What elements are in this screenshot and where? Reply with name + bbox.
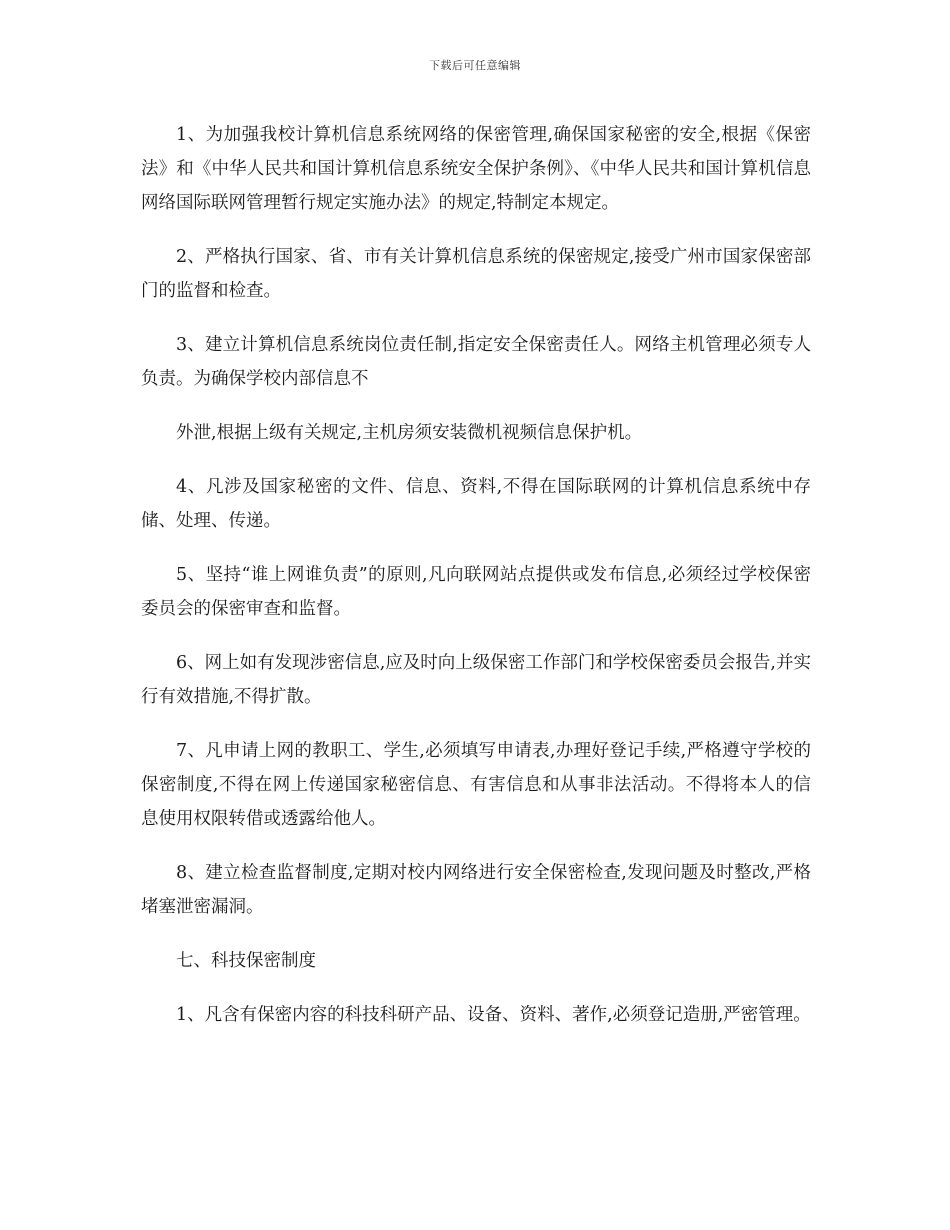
- page-header: 下载后可任意编辑: [429, 59, 521, 72]
- paragraph-8: 8、建立检查监督制度,定期对校内网络进行安全保密检查,发现问题及时整改,严格堵塞泄密漏洞。: [141, 863, 811, 917]
- paragraph-4: 4、凡涉及国家秘密的文件、信息、资料,不得在国际联网的计算机信息系统中存储、处理、传递。: [141, 477, 811, 531]
- paragraph-2: 2、严格执行国家、省、市有关计算机信息系统的保密规定,接受广州市国家保密部门的监督和检查。: [141, 247, 811, 301]
- section-heading: 七、科技保密制度: [176, 951, 316, 971]
- paragraph-3-continued: 外泄,根据上级有关规定,主机房须安装微机视频信息保护机。: [176, 423, 643, 443]
- paragraph-6: 6、网上如有发现涉密信息,应及时向上级保密工作部门和学校保密委员会报告,并实行有效措施,不得扩散。: [141, 653, 811, 707]
- paragraph-5: 5、坚持“谁上网谁负责”的原则,凡向联网站点提供或发布信息,必须经过学校保密委员会的保密审查和监督。: [141, 565, 811, 619]
- paragraph-3: 3、建立计算机信息系统岗位责任制,指定安全保密责任人。网络主机管理必须专人负责。为确保学校内部信息不: [141, 335, 811, 389]
- paragraph-1: 1、为加强我校计算机信息系统网络的保密管理,确保国家秘密的安全,根据《保密法》和《中华人民共和国计算机信息系统安全保护条例》、《中华人民共和国计算机信息网络国际联网管理暂行规定实施办法》的规定,特制定本规定。: [141, 125, 811, 213]
- paragraph-7: 7、凡申请上网的教职工、学生,必须填写申请表,办理好登记手续,严格遵守学校的保密制度,不得在网上传递国家秘密信息、有害信息和从事非法活动。不得将本人的信息使用权限转借或透露给他人。: [141, 741, 811, 829]
- document-body: [141, 118, 811, 1052]
- section-paragraph-1: 1、凡含有保密内容的科技科研产品、设备、资料、著作,必须登记造册,严密管理。: [176, 1005, 811, 1025]
